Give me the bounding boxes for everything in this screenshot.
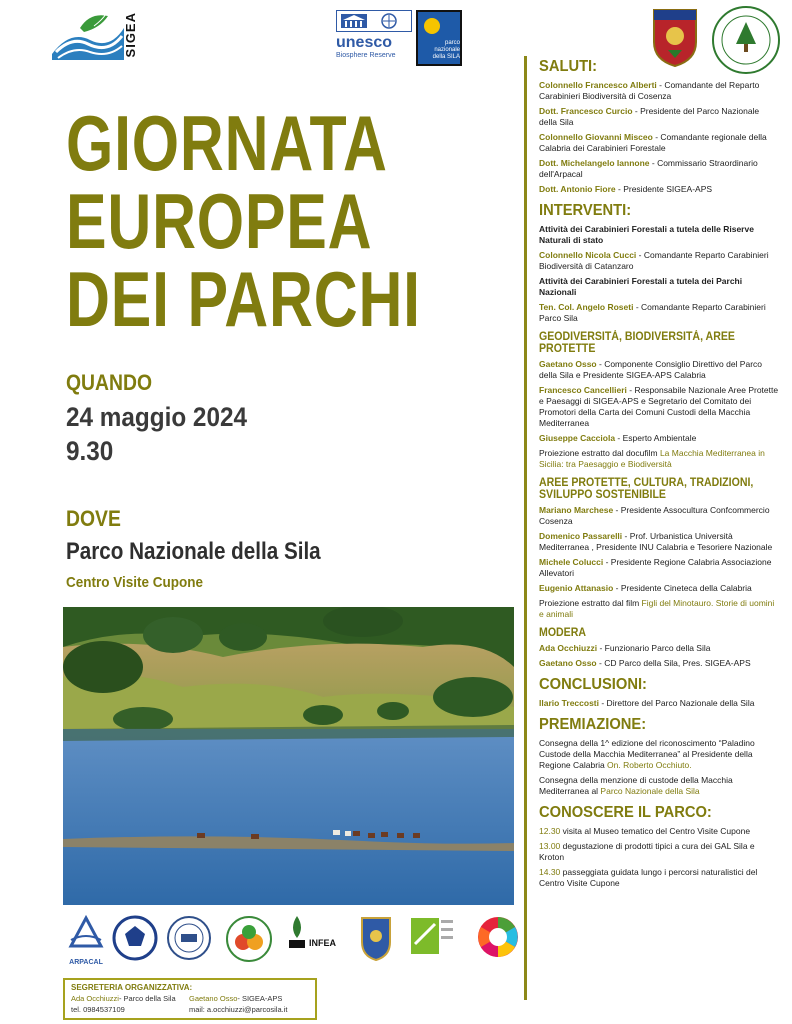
- secretariat-phone: tel. 0984537109: [71, 1005, 125, 1014]
- aree-item: Proiezione estratto dal film Figli del Minotauro. Storie di uomini e animali: [539, 598, 775, 619]
- arpacal-label: ARPACAL: [69, 959, 103, 966]
- aree-item: Michele Colucci - Presidente Regione Calabria Associazione Allevatori: [539, 557, 772, 578]
- geo-item: Francesco Cancellieri - Responsabile Nazionale Aree Protette e Paesaggi di SIGEA-APS e Segretario del Comitato dei Promotori della Carta dei Comuni Custodi della Macchia Mediterranea: [539, 385, 779, 428]
- partner-logos: [63, 914, 523, 972]
- sviluppo-sostenibile-logo: [409, 914, 455, 966]
- interventi-topic: Attività dei Carabinieri Forestali a tutela delle Riserve Naturali di stato: [539, 224, 754, 245]
- interventi-item: Colonnello Nicola Cucci - Comandante Reparto Carabinieri Biodiversità di Catanzaro: [539, 250, 769, 271]
- unesco-wordmark: unesco: [336, 34, 393, 51]
- unesco-subtitle: Biosphere Reserve: [336, 52, 396, 59]
- municipal-crest-icon: [359, 914, 393, 966]
- modera-item: Ada Occhiuzzi - Funzionario Parco della Sila: [539, 643, 711, 653]
- event-title: [66, 99, 421, 343]
- saluti-item: Dott. Antonio Fiore - Presidente SIGEA-APS: [539, 184, 713, 194]
- interventi-heading: INTERVENTI:: [539, 202, 632, 219]
- saluti-item: Dott. Francesco Curcio - Presidente del Parco Nazionale della Sila: [539, 106, 760, 127]
- aree-item: Mariano Marchese - Presidente Assocultura Confcommercio Cosenza: [539, 505, 770, 526]
- aree-item: Domenico Passarelli - Prof. Urbanistica Università Mediterranea , Presidente INU Calabria e Tesoriere Nazionale: [539, 531, 773, 552]
- program-column: [539, 58, 779, 889]
- geo-item: Proiezione estratto dal docufilm La Macchia Mediterranea in Sicilia: tra Paesaggio e Biodiversità: [539, 448, 765, 469]
- secretariat-name-1: Ada Occhiuzzi: [71, 994, 119, 1003]
- secretariat-name-2: Gaetano Osso: [189, 994, 238, 1003]
- conoscere-item: 12.30 visita al Museo tematico del Centro Visite Cupone: [539, 826, 751, 836]
- unesco-emblem-icon: [336, 10, 412, 32]
- infea-label: INFEA: [309, 938, 336, 948]
- column-divider: [524, 56, 527, 1000]
- sdg-wheel-icon: [475, 914, 521, 966]
- arpacal-logo: [65, 914, 107, 966]
- aree-item: Eugenio Attanasio - Presidente Cineteca della Calabria: [539, 583, 752, 593]
- partner-seal-2-icon: [165, 914, 213, 966]
- lake-landscape-photo: [63, 607, 514, 905]
- geodiversita-heading: GEODIVERSITÀ, BIODIVERSITÀ, AREE PROTETTE: [539, 331, 735, 355]
- sila-biosphere-logo: [416, 10, 462, 66]
- premiazione-item: Consegna della menzione di custode della Macchia Mediterranea al Parco Nazionale della Sila: [539, 775, 733, 796]
- saluti-item: Colonnello Francesco Alberti - Comandante del Reparto Carabinieri Biodiversità di Cosenza: [539, 80, 760, 101]
- geo-item: Giuseppe Cacciola - Esperto Ambientale: [539, 433, 697, 443]
- modera-item: Gaetano Osso - CD Parco della Sila, Pres. SIGEA-APS: [539, 658, 751, 668]
- title-line: EUROPEA: [66, 177, 373, 265]
- title-line: DEI PARCHI: [66, 255, 421, 343]
- sun-icon: [424, 18, 440, 34]
- secretariat-contacts: [71, 994, 309, 1003]
- saluti-heading: SALUTI:: [539, 58, 598, 75]
- sigea-wordmark: SIGEA: [123, 12, 138, 58]
- conoscere-item: 13.00 degustazione di prodotti tipici a cura dei GAL Sila e Kroton: [539, 841, 755, 862]
- conoscere-heading: CONOSCERE IL PARCO:: [539, 804, 712, 821]
- geo-item: Gaetano Osso - Componente Consiglio Direttivo del Parco della Sila e Presidente SIGEA-APS Calabria: [539, 359, 762, 380]
- event-time: 9.30: [66, 436, 114, 466]
- conclusioni-heading: CONCLUSIONI:: [539, 676, 647, 693]
- partner-seal-1-icon: [111, 914, 159, 966]
- interventi-item: Ten. Col. Angelo Roseti - Comandante Reparto Carabinieri Parco Sila: [539, 302, 766, 323]
- partner-seal-3-icon: [223, 914, 275, 966]
- secretariat-reach: [71, 1005, 309, 1014]
- venue-name: Parco Nazionale della Sila: [66, 538, 321, 565]
- secretariat-org-1: - Parco della Sila: [118, 994, 176, 1003]
- sila-logo-label: parco nazionale della SILA: [432, 40, 460, 60]
- venue-subtitle: Centro Visite Cupone: [66, 574, 204, 591]
- saluti-item: Dott. Michelangelo Iannone - Commissario Straordinario dell'Arpacal: [539, 158, 758, 179]
- where-label: DOVE: [66, 506, 121, 531]
- conclusioni-item: Ilario Treccosti - Direttore del Parco Nazionale della Sila: [539, 698, 755, 708]
- when-label: QUANDO: [66, 370, 153, 395]
- saluti-item: Colonnello Giovanni Misceo - Comandante regionale della Calabria dei Carabinieri Forestale: [539, 132, 767, 153]
- secretariat-email[interactable]: mail: a.occhiuzzi@parcosila.it: [189, 1005, 288, 1014]
- unesco-logo: [336, 10, 412, 66]
- organizing-secretariat: [63, 978, 317, 1020]
- interventi-topic: Attività dei Carabinieri Forestali a tutela dei Parchi Nazionali: [539, 276, 743, 297]
- conoscere-item: 14.30 passeggiata guidata lungo i percorsi naturalistici del Centro Visite Cupone: [539, 867, 758, 888]
- event-date: 24 maggio 2024: [66, 402, 247, 432]
- premiazione-item: Consegna della 1^ edizione del riconoscimento “Paladino Custode della Macchia Mediterranea” al Presidente della Regione Calabria On. Roberto Occhiuto.: [539, 738, 755, 770]
- infea-logo: [287, 914, 343, 966]
- modera-heading: MODERA: [539, 627, 587, 639]
- secretariat-org-2: - SIGEA-APS: [237, 994, 283, 1003]
- title-line: GIORNATA: [66, 99, 388, 187]
- premiazione-heading: PREMIAZIONE:: [539, 716, 647, 733]
- aree-protette-heading: AREE PROTETTE, CULTURA, TRADIZIONI, SVILUPPO SOSTENIBILE: [539, 477, 754, 501]
- secretariat-title: SEGRETERIA ORGANIZZATIVA:: [71, 983, 193, 992]
